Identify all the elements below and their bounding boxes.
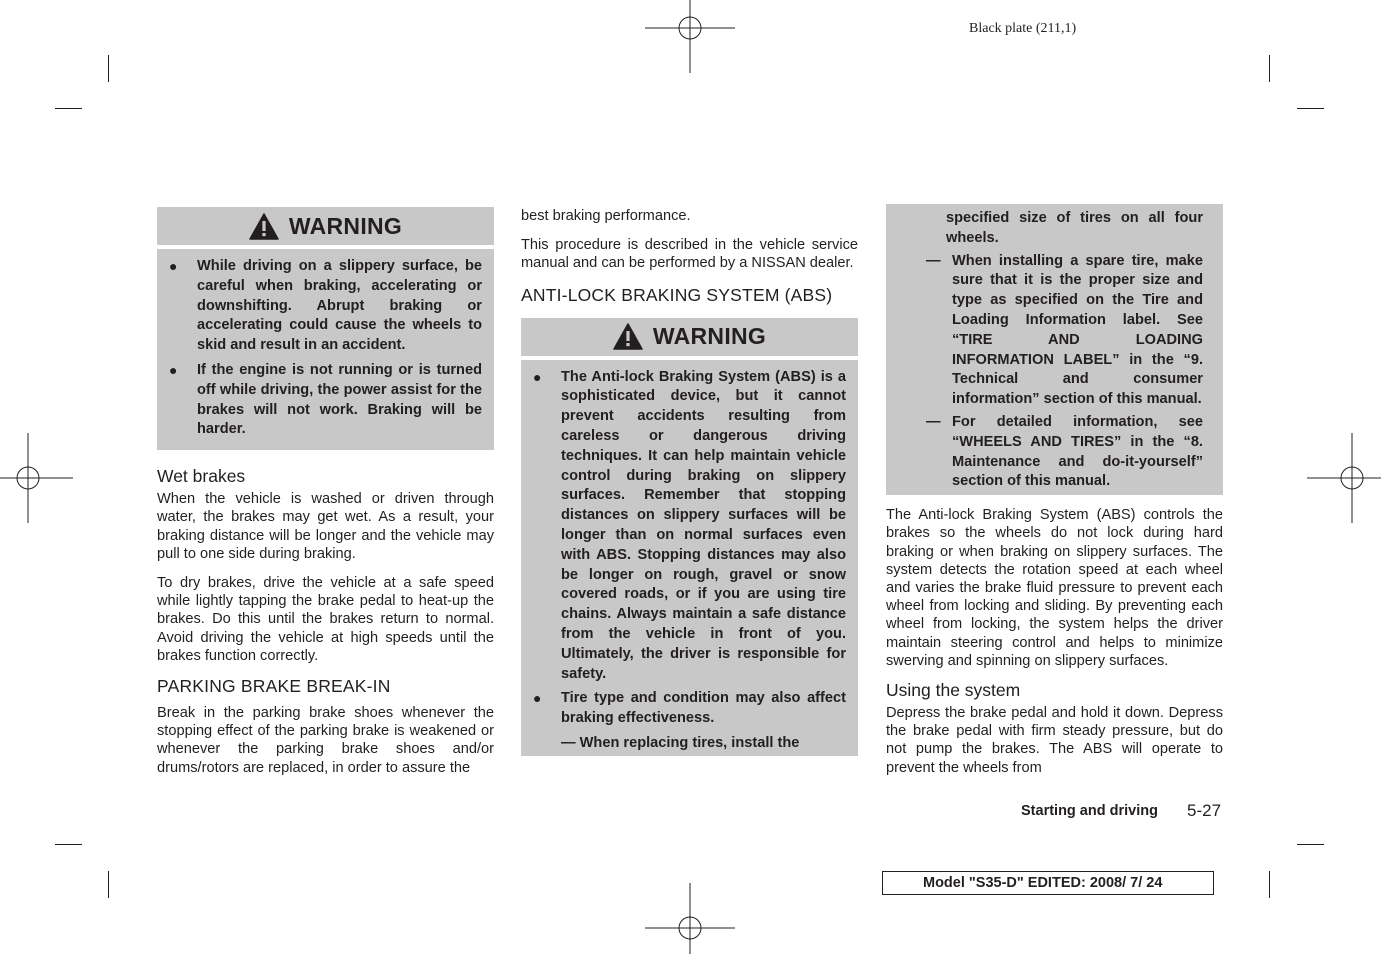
dash: — bbox=[926, 413, 941, 430]
crop-mark bbox=[55, 844, 82, 845]
crop-mark bbox=[1297, 108, 1324, 109]
crop-mark bbox=[1297, 844, 1324, 845]
list-item bbox=[169, 257, 482, 356]
dash: — bbox=[926, 252, 941, 269]
warning-body bbox=[521, 360, 858, 756]
warning-title: WARNING bbox=[652, 323, 767, 350]
bullet: ● bbox=[533, 690, 542, 707]
crop-mark bbox=[108, 871, 109, 898]
warning-body bbox=[157, 249, 494, 450]
list-item bbox=[926, 252, 1203, 410]
warning-header bbox=[521, 318, 858, 356]
list-item bbox=[533, 368, 846, 685]
warning-triangle-icon bbox=[249, 213, 279, 240]
bullet: ● bbox=[169, 361, 178, 378]
list-item bbox=[169, 361, 482, 440]
warning-triangle-icon bbox=[613, 323, 643, 350]
list-item bbox=[533, 689, 846, 729]
warning-body bbox=[886, 204, 1223, 495]
model-edit-box: Model "S35-D" EDITED: 2008/ 7/ 24 bbox=[882, 871, 1214, 895]
section-heading: Using the system bbox=[886, 679, 1021, 700]
warning-text: — When replacing tires, install the bbox=[561, 734, 800, 751]
crop-mark bbox=[1269, 55, 1270, 82]
plate-label: Black plate (211,1) bbox=[969, 21, 1077, 36]
section-heading: ANTI-LOCK BRAKING SYSTEM (ABS) bbox=[521, 284, 833, 305]
warning-header bbox=[157, 207, 494, 245]
warning-text: specified size of tires on all four wheels. bbox=[946, 210, 1203, 246]
page-number: 5-27 bbox=[1187, 801, 1222, 820]
warning-text: For detailed information, see “WHEELS AND TIRES” in the “8. Maintenance and do-it-yourself” section of this manual. bbox=[952, 413, 1203, 490]
warning-text: The Anti-lock Braking System (ABS) is a sophisticated device, but it cannot prevent accidents resulting from careless or dangerous driving techniques. It can help maintain vehicle control during braking on slippery surfaces. Remember that stopping distances on slippery surfaces will be longer than on normal surfaces even with ABS. Stopping distances may also be longer on rough, gravel or snow covered roads, or if you are using tire chains. Always maintain a safe distance from the vehicle in front of you. Ultimately, the driver is responsible for safety. bbox=[561, 368, 846, 682]
paragraph: Depress the brake pedal and hold it down. Depress the brake pedal with firm steady pressure, but do not pump the brakes. The ABS will operate to prevent the wheels from bbox=[886, 704, 1223, 776]
warning-text: When installing a spare tire, make sure that it is the proper size and type as specified on the Tire and Loading Information label. See “TIRE AND LOADING INFORMATION LABEL” in the “9. Technical and consumer information” section of this manual. bbox=[952, 252, 1203, 408]
registration-crosshair-icon bbox=[645, 0, 735, 73]
list-item bbox=[926, 413, 1203, 492]
section-heading: PARKING BRAKE BREAK-IN bbox=[157, 676, 391, 696]
crop-mark bbox=[108, 55, 109, 82]
column-3 bbox=[886, 204, 1223, 777]
warning-text: While driving on a slippery surface, be careful when braking, accelerating or downshifting. Abrupt braking or accelerating could cause the wheels to skid and result in an accident. bbox=[197, 258, 482, 354]
paragraph: Break in the parking brake shoes whenever the stopping effect of the parking brake is weakened or whenever the parking brake shoes and/or drums/rotors are replaced, in order to assure the bbox=[157, 705, 494, 776]
warning-title: WARNING bbox=[288, 212, 403, 239]
bullet: ● bbox=[533, 368, 542, 385]
paragraph: To dry brakes, drive the vehicle at a safe speed while lightly tapping the brake pedal to heat-up the brakes. Do this until the brakes return to normal. Avoid driving the vehicle at high speeds until the brakes function correctly. bbox=[157, 574, 494, 664]
bullet: ● bbox=[169, 258, 178, 274]
column-1 bbox=[157, 207, 494, 777]
section-heading: Wet brakes bbox=[157, 466, 246, 487]
paragraph: The Anti-lock Braking System (ABS) controls the brakes so the wheels do not lock during hard braking or when braking on slippery surfaces. The system detects the rotation speed at each wheel and varies the brake fluid pressure to prevent each wheel from locking and sliding. By preventing each wheel from locking, the system helps the driver maintain steering control and helps to minimize swerving and spinning on slippery surfaces. bbox=[886, 507, 1223, 669]
paragraph: This procedure is described in the vehicle service manual and can be performed by a NISSAN dealer. bbox=[521, 237, 858, 272]
crop-mark bbox=[1269, 871, 1270, 898]
paragraph: When the vehicle is washed or driven through water, the brakes may get wet. As a result, your braking distance will be longer and the vehicle may pull to one side during braking. bbox=[157, 491, 494, 562]
warning-text: If the engine is not running or is turned off while driving, the power assist for the brakes will not work. Braking will be harder. bbox=[197, 361, 482, 438]
paragraph: best braking performance. bbox=[521, 208, 691, 224]
footer-section-title: Starting and driving bbox=[1021, 803, 1158, 819]
column-2 bbox=[521, 207, 858, 756]
registration-crosshair-icon bbox=[0, 433, 73, 523]
registration-crosshair-icon bbox=[645, 883, 735, 954]
warning-text: Tire type and condition may also affect braking effectiveness. bbox=[561, 690, 846, 727]
crop-mark bbox=[55, 108, 82, 109]
registration-crosshair-icon bbox=[1307, 433, 1381, 523]
